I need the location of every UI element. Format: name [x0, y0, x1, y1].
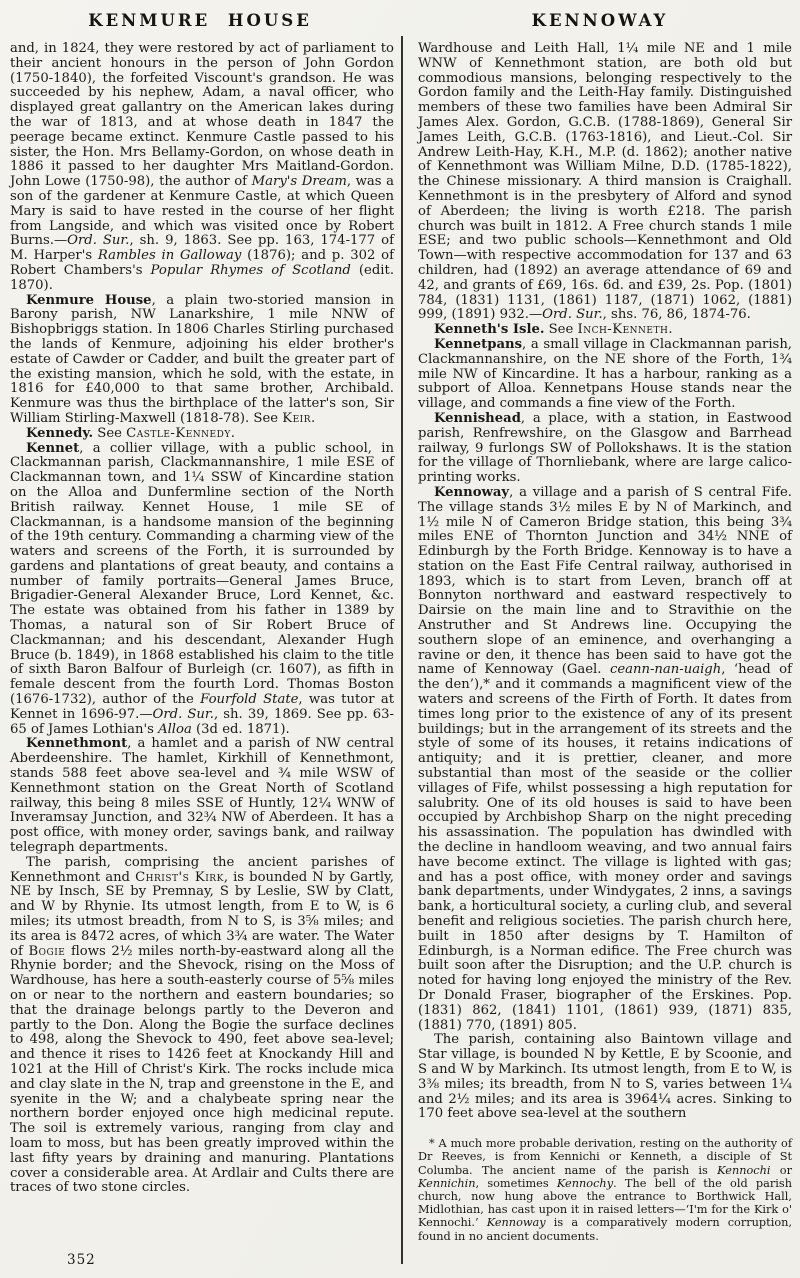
entry-paragraph: [418, 412, 792, 486]
text-segment: Castle-Kennedy: [126, 425, 231, 441]
entry-name: Kennishead: [434, 410, 521, 426]
column-divider: [401, 36, 403, 1264]
text-segment: Alloa: [158, 721, 192, 737]
text-segment: .: [230, 425, 235, 441]
text-segment: , was a son of the gardener at Kenmure Castle, at which Queen Mary is said to have rested in the course of her flight from Langside, and which was visited once by Robert Burns.—: [10, 174, 394, 249]
right-column-header: KENNOWAY: [531, 11, 669, 30]
footnote-paragraph: [418, 1137, 792, 1243]
entry-paragraph: [10, 42, 394, 294]
text-segment: Ord. Sur.: [542, 307, 603, 323]
entry-paragraph: [418, 338, 792, 412]
text-segment: Mary's Dream: [251, 174, 347, 190]
text-segment: , is bounded N by Gartly, NE by Insch, SE by Premnay, S by Leslie, SW by Clatt, and W by Rhynie. Its utmost length, from E to W, is 6 miles; its utmost breadth, from N to S, is 3⅝ miles; and its area is 8472 acres, of which 3¾ are water. The Water of: [10, 869, 394, 959]
entry-paragraph: [418, 1033, 792, 1122]
text-segment: The parish, containing also Baintown village and Star village, is bounded N by Kettle, E by Scoonie, and S and W by Markinch. Its utmost length, from E to W, is 3⅜ miles; its breadth, from N to S, varies between 1¼ and 2½ miles; and its area is 3964¼ acres. Sinking to 170 feet above sea-level at the southern: [418, 1032, 792, 1122]
text-segment: , a hamlet and a parish of NW central Aberdeenshire. The hamlet, Kirkhill of Kennethmont, stands 588 feet above sea-level and ¾ mile WSW of Kennethmont station on the Great North of Scotland railway, this being 8 miles SSE of Huntly, 12¼ WNW of Inveramsay Junction, and 32¾ NW of Aberdeen. It has a post office, with money order, savings bank, and railway telegraph departments.: [10, 736, 394, 856]
entry-paragraph: [10, 737, 394, 855]
entry-name: Kennetpans: [434, 336, 522, 352]
text-segment: Christ's Kirk: [135, 869, 224, 885]
text-segment: , a collier village, with a public school, in Clackmannan parish, Clackmannanshire, 1 mile ESE of Clackmannan town, and 1¼ SSW of Kincardine station on the Alloa and Dunfermline section of the North British railway. Kennet House, 1 mile SE of Clackmannan, is a handsome mansion of the beginning of the 19th century. Commanding a charming view of the waters and screens of the Forth, it is surrounded by gardens and plantations of great beauty, and contains a number of family portraits—General James Bruce, Brigadier-General Alexander Bruce, Lord Kennet, &c. The estate was obtained from his father in 1389 by Thomas, a natural son of Sir Robert Bruce of Clackmannan; and his descendant, Alexander Hugh Bruce (b. 1849), in 1868 established his claim to the title of sixth Baron Balfour of Burleigh (cr. 1607), as fifth in female descent from the fourth Lord. Thomas Boston (1676-1732), author of the: [10, 440, 394, 708]
text-segment: is a comparatively modern corruption, found in no ancient documents.: [418, 1216, 792, 1243]
text-segment: (1876); and p. 302 of Robert Chambers's: [10, 248, 394, 278]
text-segment: , a plain two-storied mansion in Barony parish, NW Lanarkshire, 1 mile NNW of Bishopbriggs station. In 1806 Charles Stirling purchased the lands of Kenmure, adjoining his elder brother's estate of Cawder or Cadder, and built the greater part of the existing mansion, which he sold, with the estate, in 1816 for £40,000 to that same brother, Archibald. Kenmure was thus the birthplace of the latter's son, Sir William Stirling-Maxwell (1818-78). See: [10, 292, 395, 426]
text-segment: Kennochy: [556, 1176, 614, 1190]
left-column-text: [10, 42, 404, 1243]
left-column-header: KENMURE HOUSE: [88, 11, 312, 30]
footnote-text: [418, 1137, 792, 1243]
text-segment: (edit. 1870).: [10, 262, 395, 293]
entry-name: Kenmure House: [26, 292, 152, 308]
text-segment: Wardhouse and Leith Hall, 1¼ mile NE and 1 mile WNW of Kennethmont station, are both old but commodious mansions, belonging respectively to the Gordon family and the Leith-Hay family. Distinguished members of these two families have been Admiral Sir James Alex. Gordon, G.C.B. (1788-1869), General Sir James Leith, G.C.B. (1763-1816), and Lieut.-Col. Sir Andrew Leith-Hay, K.H., M.P. (d. 1862); another native of Kennethmont was William Milne, D.D. (1785-1822), the Chinese missionary. A third mansion is Craighall. Kennethmont is in the presbytery of Alford and synod of Aberdeen; the living is worth £218. The parish church was built in 1812. A Free church stands 1 mile ESE; and two public schools—Kennethmont and Old Town—with respective accommodation for 137 and 63 children, had (1892) an average attendance of 69 and 42, and grants of £69, 16s. 6d. and £39, 2s. Pop. (1801) 784, (1831) 1131, (1861) 1187, (1871) 1062, (1881) 999, (1891) 932.—: [418, 41, 792, 323]
text-segment: See: [93, 425, 127, 441]
entry-paragraph: [10, 427, 394, 442]
text-segment: , a village and a parish of S central Fife. The village stands 3½ miles E by N of Markinch, and 1½ mile N of Cameron Bridge station, this being 3¾ miles ENE of Thornton Junction and 34½ NNE of Edinburgh by the Forth Bridge. Kennoway is to have a station on the East Fife Central railway, authorised in 1893, which is to start from Leven, branch off at Bonnyton northward and eastward respectively to Dairsie on the main line and to Stravithie on the Anstruther and St Andrews line. Occupying the southern slope of an eminence, and overhanging a ravine or den, it thence has been said to have got the name of Kennoway (Gael.: [418, 484, 792, 678]
text-segment: , sh. 9, 1863. See pp. 163, 174-177 of M. Harper's: [10, 233, 395, 264]
entry-paragraph: [10, 294, 394, 427]
entry-paragraph: [418, 486, 792, 1033]
text-segment: Popular Rhymes of Scotland: [150, 262, 351, 278]
text-segment: flows 2½ miles north-by-eastward along all the Rhynie border; and the Shevock, rising on the Moss of Wardhouse, has here a south-easterly course of 5⅝ miles on or near to the northern and eastern boundaries; so that the drainage belongs partly to the Deveron and partly to the Don. Along the Bogie the surface declines to 498, along the Shevock to 490, feet above sea-level; and thence it rises to 1426 feet at Knockandy Hill and 1021 at the Hill of Christ's Kirk. The rocks include mica and clay slate in the N, trap and greenstone in the E, and syenite in the W; and a chalybeate spring near the northern border enjoyed once high medicinal repute. The soil is extremely various, ranging from clay and loam to moss, but has been greatly improved within the last fifty years by draining and manuring. Plantations cover a considerable area. At Ardlair and Cults there are traces of two stone circles.: [10, 943, 394, 1196]
text-segment: , was tutor at Kennet in 1696-97.—: [10, 692, 394, 722]
text-segment: Inch-Kenneth: [577, 322, 669, 338]
text-segment: Fourfold State: [200, 692, 299, 708]
text-segment: Kennichin: [418, 1176, 476, 1190]
text-segment: Ord. Sur.: [67, 233, 130, 249]
text-segment: , sometimes: [475, 1176, 557, 1190]
entry-paragraph: [418, 42, 792, 323]
text-columns: [0, 37, 800, 1243]
entry-name: Kennoway: [434, 484, 510, 500]
running-headers: [0, 0, 800, 37]
entry-name: Kennet: [26, 440, 80, 456]
text-segment: .: [668, 322, 673, 338]
text-segment: , shs. 76, 86, 1874-76.: [602, 307, 751, 323]
entry-paragraph: [10, 856, 394, 1196]
right-column-wrap: [404, 42, 792, 1243]
text-segment: or: [770, 1163, 792, 1177]
text-segment: Rambles in Galloway: [97, 248, 242, 264]
text-segment: and, in 1824, they were restored by act of parliament to their ancient honours in the person of John Gordon (1750-1840), the forfeited Viscount's grandson. He was succeeded by his nephew, Adam, a naval officer, who displayed great gallantry on the American lakes during the war of 1813, and at whose death in 1847 the peerage became extinct. Kenmure Castle passed to his sister, the Hon. Mrs Bellamy-Gordon, on whose death in 1886 it passed to her daughter Mrs Maitland-Gordon. John Lowe (1750-98), the author of: [10, 41, 394, 190]
text-segment: See: [544, 322, 578, 338]
right-column-text: [418, 42, 792, 1122]
entry-paragraph: [10, 442, 394, 738]
text-segment: The parish, comprising the ancient parishes of Kennethmont and: [10, 854, 394, 885]
text-segment: . The bell of the old parish church, now hung above the entrance to Borthwick Hall, Midlothian, has cast upon it in raised letters—‘I'm for the Kirk o' Kennochi.’: [418, 1176, 792, 1230]
entry-name: Kennethmont: [26, 736, 128, 752]
page-number: 352: [67, 1252, 96, 1268]
entry-paragraph: [418, 323, 792, 338]
entry-name: Kenneth's Isle.: [434, 322, 545, 338]
text-segment: Bogie: [28, 943, 66, 959]
text-segment: , sh. 39, 1869. See pp. 63-65 of James Lothian's: [10, 706, 394, 737]
entry-name: Kennedy.: [26, 425, 94, 441]
text-segment: * A much more probable derivation, resting on the authority of Dr Reeves, is from Kennichi or Kenneth, a disciple of St Columba. The ancient name of the parish is: [418, 1137, 792, 1177]
text-segment: , ‘head of the den’),* and it commands a magnificent view of the waters and screens of the Firth of Forth. It dates from times long prior to the existence of any of its present buildings; but in the arrangement of its streets and the style of some of its houses, it retains indications of antiquity; and it is prettier, cleaner, and more substantial than most of the seaside or the collier villages of Fife, whilst possessing a high reputation for salubrity. One of its old houses is said to have been occupied by Archbishop Sharp on the night preceding his assassination. The population has dwindled with the decline in handloom weaving, and two annual fairs have become extinct. The village is lighted with gas; and has a post office, with money order and savings bank departments, under Windygates, 2 inns, a savings bank, a horticultural society, a curling club, and several benefit and religious societies. The parish church here, built in 1850 after designs by T. Hamilton of Edinburgh, is a Norman edifice. The Free church was built soon after the Disruption; and the U.P. church is noted for having long enjoyed the ministry of the Rev. Dr Donald Fraser, biographer of the Erskines. Pop. (1831) 862, (1841) 1101, (1861) 939, (1871) 835, (1881) 770, (1891) 805.: [418, 662, 792, 1033]
text-segment: Ord. Sur.: [152, 706, 214, 722]
text-segment: Keir: [282, 410, 312, 426]
text-segment: .: [311, 410, 316, 426]
text-segment: Kennoway: [486, 1216, 546, 1230]
text-segment: Kennochi: [717, 1163, 771, 1177]
text-segment: , a small village in Clackmannan parish, Clackmannanshire, on the NE shore of the Forth, 1¾ mile NW of Kincardine. It has a harbour, ranking as a subport of Alloa. Kennetpans House stands near the village, and commands a fine view of the Forth.: [418, 336, 792, 412]
text-segment: ceann-nan-uaigh: [609, 662, 722, 678]
text-segment: (3d ed. 1871).: [191, 721, 290, 737]
text-segment: , a place, with a station, in Eastwood parish, Renfrewshire, on the Glasgow and Barrhead railway, 9 furlongs SW of Pollokshaws. It is the station for the village of Thornliebank, where are large calico-printing works.: [418, 410, 792, 486]
